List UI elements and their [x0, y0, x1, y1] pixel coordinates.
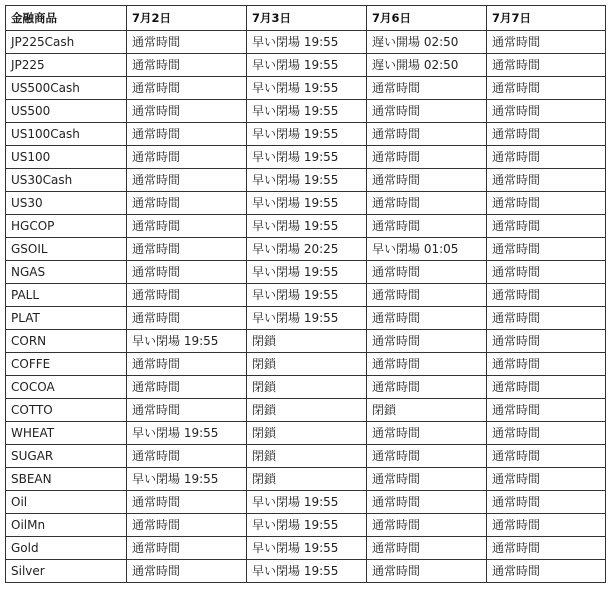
jul-6-cell: 通常時間 [367, 353, 487, 376]
jul-6-cell: 通常時間 [367, 284, 487, 307]
jul-2-cell: 通常時間 [127, 537, 247, 560]
instrument-cell: US100Cash [6, 123, 127, 146]
instrument-cell: PLAT [6, 307, 127, 330]
table-row [6, 537, 606, 560]
jul-2-cell: 通常時間 [127, 169, 247, 192]
header-date-jul-2: 7月2日 [127, 6, 247, 31]
jul-3-cell: 早い閉場 19:55 [247, 514, 367, 537]
jul-6-cell: 通常時間 [367, 445, 487, 468]
jul-6-cell: 通常時間 [367, 100, 487, 123]
jul-6-cell: 通常時間 [367, 77, 487, 100]
jul-3-cell: 早い閉場 19:55 [247, 560, 367, 583]
jul-2-cell: 早い閉場 19:55 [127, 330, 247, 353]
table-row [6, 238, 606, 261]
table-row [6, 123, 606, 146]
jul-7-cell: 通常時間 [487, 445, 606, 468]
jul-2-cell: 通常時間 [127, 445, 247, 468]
jul-3-cell: 閉鎖 [247, 422, 367, 445]
jul-3-cell: 閉鎖 [247, 376, 367, 399]
jul-6-cell: 早い閉場 01:05 [367, 238, 487, 261]
instrument-cell: COFFE [6, 353, 127, 376]
table-row [6, 261, 606, 284]
instrument-cell: US500 [6, 100, 127, 123]
jul-6-cell: 遅い開場 02:50 [367, 31, 487, 54]
jul-7-cell: 通常時間 [487, 54, 606, 77]
header-date-jul-3: 7月3日 [247, 6, 367, 31]
jul-3-cell: 早い閉場 19:55 [247, 307, 367, 330]
table-row [6, 330, 606, 353]
jul-2-cell: 通常時間 [127, 31, 247, 54]
jul-2-cell: 通常時間 [127, 353, 247, 376]
jul-6-cell: 遅い開場 02:50 [367, 54, 487, 77]
jul-7-cell: 通常時間 [487, 422, 606, 445]
instrument-cell: JP225Cash [6, 31, 127, 54]
jul-6-cell: 通常時間 [367, 468, 487, 491]
table-row [6, 100, 606, 123]
jul-6-cell: 通常時間 [367, 307, 487, 330]
jul-3-cell: 早い閉場 19:55 [247, 284, 367, 307]
jul-7-cell: 通常時間 [487, 169, 606, 192]
jul-2-cell: 早い閉場 19:55 [127, 468, 247, 491]
jul-3-cell: 早い閉場 19:55 [247, 54, 367, 77]
jul-3-cell: 閉鎖 [247, 468, 367, 491]
jul-3-cell: 早い閉場 19:55 [247, 146, 367, 169]
table-row [6, 514, 606, 537]
jul-3-cell: 閉鎖 [247, 445, 367, 468]
jul-7-cell: 通常時間 [487, 123, 606, 146]
jul-2-cell: 通常時間 [127, 146, 247, 169]
jul-2-cell: 通常時間 [127, 284, 247, 307]
jul-6-cell: 通常時間 [367, 330, 487, 353]
jul-3-cell: 早い閉場 19:55 [247, 123, 367, 146]
jul-6-cell: 通常時間 [367, 491, 487, 514]
jul-7-cell: 通常時間 [487, 514, 606, 537]
jul-7-cell: 通常時間 [487, 146, 606, 169]
jul-7-cell: 通常時間 [487, 399, 606, 422]
trading-hours-table [5, 5, 606, 583]
instrument-cell: NGAS [6, 261, 127, 284]
jul-6-cell: 通常時間 [367, 560, 487, 583]
jul-7-cell: 通常時間 [487, 31, 606, 54]
jul-2-cell: 早い閉場 19:55 [127, 422, 247, 445]
jul-3-cell: 早い閉場 19:55 [247, 215, 367, 238]
jul-6-cell: 通常時間 [367, 169, 487, 192]
jul-3-cell: 早い閉場 19:55 [247, 31, 367, 54]
jul-3-cell: 閉鎖 [247, 399, 367, 422]
instrument-cell: HGCOP [6, 215, 127, 238]
jul-7-cell: 通常時間 [487, 468, 606, 491]
instrument-cell: SBEAN [6, 468, 127, 491]
jul-7-cell: 通常時間 [487, 307, 606, 330]
jul-2-cell: 通常時間 [127, 399, 247, 422]
instrument-cell: Silver [6, 560, 127, 583]
jul-7-cell: 通常時間 [487, 537, 606, 560]
instrument-cell: WHEAT [6, 422, 127, 445]
jul-3-cell: 早い閉場 19:55 [247, 169, 367, 192]
jul-2-cell: 通常時間 [127, 514, 247, 537]
table-row [6, 192, 606, 215]
jul-2-cell: 通常時間 [127, 376, 247, 399]
jul-3-cell: 早い閉場 20:25 [247, 238, 367, 261]
instrument-cell: CORN [6, 330, 127, 353]
jul-6-cell: 通常時間 [367, 537, 487, 560]
jul-3-cell: 閉鎖 [247, 330, 367, 353]
jul-7-cell: 通常時間 [487, 77, 606, 100]
jul-6-cell: 閉鎖 [367, 399, 487, 422]
jul-7-cell: 通常時間 [487, 330, 606, 353]
instrument-cell: Gold [6, 537, 127, 560]
instrument-cell: US30 [6, 192, 127, 215]
table-row [6, 307, 606, 330]
jul-2-cell: 通常時間 [127, 192, 247, 215]
jul-2-cell: 通常時間 [127, 100, 247, 123]
instrument-cell: SUGAR [6, 445, 127, 468]
instrument-cell: COTTO [6, 399, 127, 422]
instrument-cell: US30Cash [6, 169, 127, 192]
jul-2-cell: 通常時間 [127, 215, 247, 238]
jul-2-cell: 通常時間 [127, 238, 247, 261]
instrument-cell: US500Cash [6, 77, 127, 100]
jul-2-cell: 通常時間 [127, 491, 247, 514]
jul-6-cell: 通常時間 [367, 215, 487, 238]
jul-6-cell: 通常時間 [367, 192, 487, 215]
jul-7-cell: 通常時間 [487, 100, 606, 123]
table-row [6, 54, 606, 77]
jul-3-cell: 早い閉場 19:55 [247, 192, 367, 215]
jul-6-cell: 通常時間 [367, 146, 487, 169]
table-row [6, 445, 606, 468]
instrument-cell: JP225 [6, 54, 127, 77]
jul-7-cell: 通常時間 [487, 238, 606, 261]
jul-2-cell: 通常時間 [127, 77, 247, 100]
table-row [6, 560, 606, 583]
jul-7-cell: 通常時間 [487, 261, 606, 284]
jul-2-cell: 通常時間 [127, 54, 247, 77]
table-row [6, 215, 606, 238]
table-row [6, 284, 606, 307]
table-row [6, 422, 606, 445]
table-row [6, 468, 606, 491]
jul-6-cell: 通常時間 [367, 422, 487, 445]
jul-2-cell: 通常時間 [127, 560, 247, 583]
table-row [6, 491, 606, 514]
instrument-cell: GSOIL [6, 238, 127, 261]
header-row [6, 6, 606, 31]
table-body [6, 31, 606, 583]
table-row [6, 146, 606, 169]
jul-3-cell: 早い閉場 19:55 [247, 77, 367, 100]
table-header [6, 6, 606, 31]
jul-2-cell: 通常時間 [127, 261, 247, 284]
jul-7-cell: 通常時間 [487, 376, 606, 399]
jul-3-cell: 早い閉場 19:55 [247, 537, 367, 560]
jul-3-cell: 早い閉場 19:55 [247, 100, 367, 123]
table-row [6, 169, 606, 192]
jul-7-cell: 通常時間 [487, 215, 606, 238]
table-row [6, 77, 606, 100]
header-date-jul-6: 7月6日 [367, 6, 487, 31]
header-instrument: 金融商品 [6, 6, 127, 31]
jul-7-cell: 通常時間 [487, 284, 606, 307]
jul-6-cell: 通常時間 [367, 123, 487, 146]
table-row [6, 353, 606, 376]
jul-6-cell: 通常時間 [367, 376, 487, 399]
jul-7-cell: 通常時間 [487, 192, 606, 215]
table-row [6, 376, 606, 399]
instrument-cell: Oil [6, 491, 127, 514]
instrument-cell: PALL [6, 284, 127, 307]
jul-7-cell: 通常時間 [487, 560, 606, 583]
table-row [6, 399, 606, 422]
jul-3-cell: 閉鎖 [247, 353, 367, 376]
jul-3-cell: 早い閉場 19:55 [247, 261, 367, 284]
instrument-cell: OilMn [6, 514, 127, 537]
jul-7-cell: 通常時間 [487, 491, 606, 514]
table-row [6, 31, 606, 54]
jul-7-cell: 通常時間 [487, 353, 606, 376]
jul-2-cell: 通常時間 [127, 307, 247, 330]
jul-6-cell: 通常時間 [367, 514, 487, 537]
jul-3-cell: 早い閉場 19:55 [247, 491, 367, 514]
instrument-cell: COCOA [6, 376, 127, 399]
jul-6-cell: 通常時間 [367, 261, 487, 284]
header-date-jul-7: 7月7日 [487, 6, 606, 31]
instrument-cell: US100 [6, 146, 127, 169]
jul-2-cell: 通常時間 [127, 123, 247, 146]
